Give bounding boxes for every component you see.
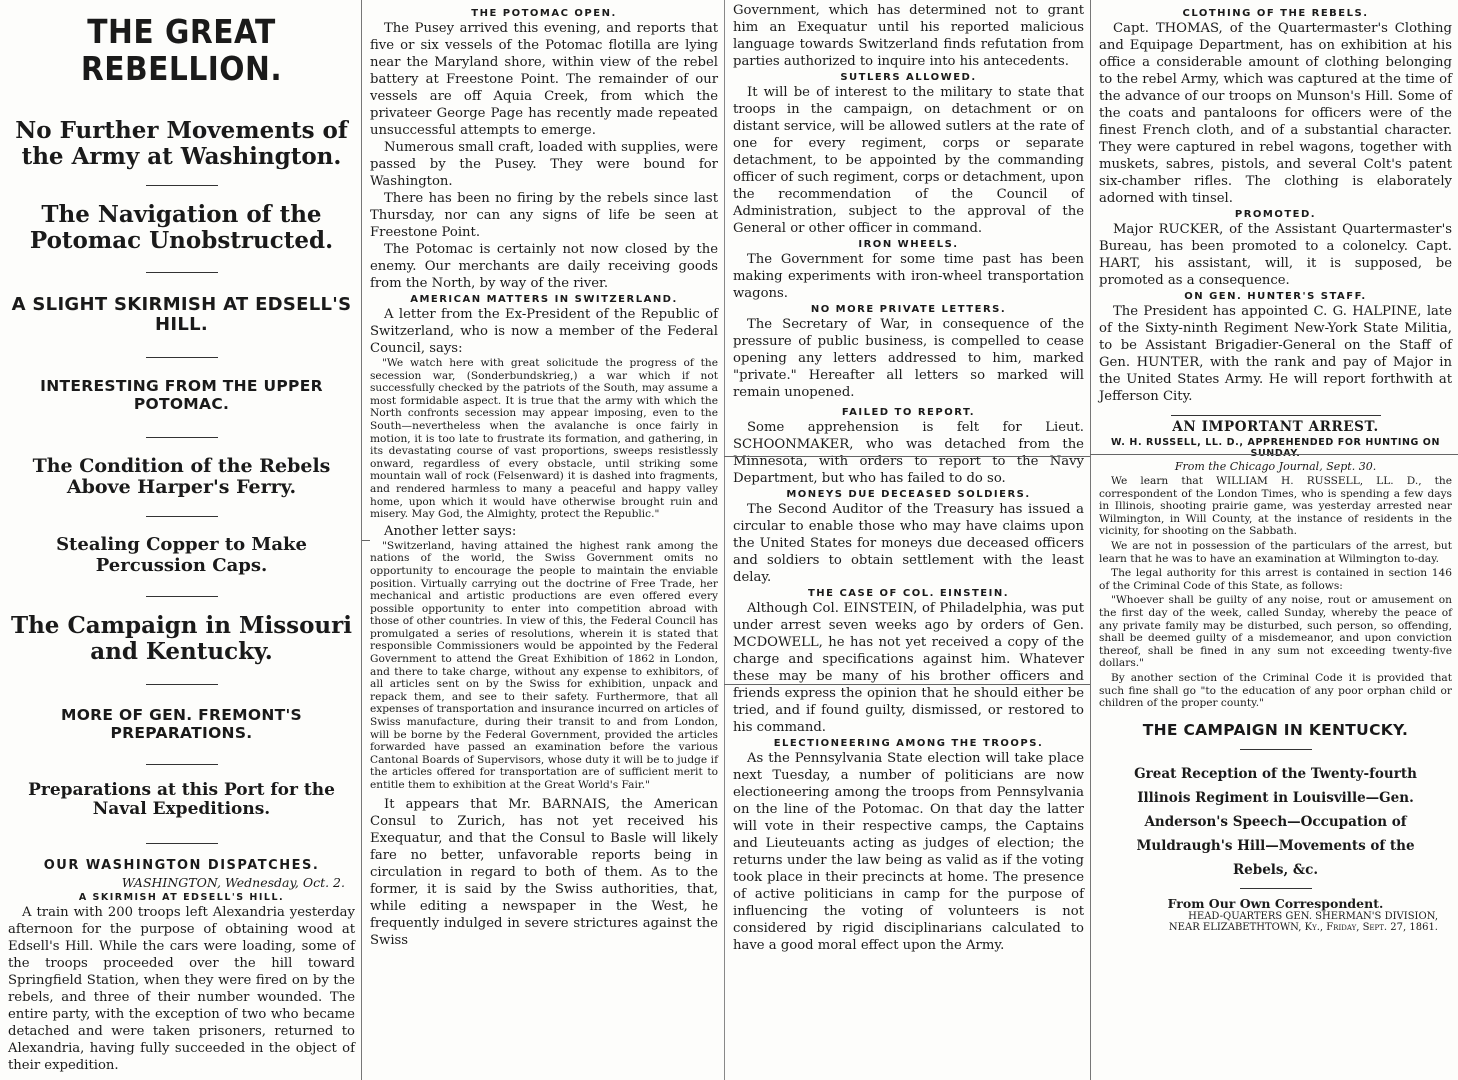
column-1 [0,0,362,1080]
rule [146,843,218,844]
rule [1240,749,1312,750]
quoted-letter: "Switzerland, having attained the highest rank among the nations of the world, the Swiss Government omits no opportunity to encourage the people to maintain the enviable position. Virtually carrying out the doctrine of Free Trade, her mechanical and artistic productions are even offered every possible opportunity to enter into competition abroad with those of other countries. In view of this, the Federal Council has promulgated a series of resolutions, wherein it is stated that responsible Commissioners would be appointed by the Federal Government to attend the Great Exhibition of 1862 in London, and there to take charge, without any expense to exhibitors, of all articles sent on by the Swiss for exhibition, unpack and repack them, and see to their safety. Furthermore, that all expenses of transportation and insurance incurred on articles of Swiss manufacture, during their transit to and from London, will be borne by the Federal Government, provided the articles forwarded have passed an examination before the various Cantonal Boards of Supervisors, whose duty it will be to judge if the articles offered for transportation are of sufficient merit to entitle them to exhibition at the Great World's Fair." [370,539,718,791]
dateline-place: NEAR ELIZABETHTOWN, Ky., Friday, Sept. 27, 1861. [1168,922,1438,934]
paragraph: We learn that WILLIAM H. RUSSELL, LL. D., the correspondent of the London Times, who is spending a few days in Illinois, shooting prairie game, was yesterday arrested near Wilmington, in Will County, at the instance of residents in the vicinity, for shooting on the Sabbath. [1099,475,1452,538]
paragraph: The Secretary of War, in consequence of the pressure of public business, is compelled to cease opening any letters addressed to him, marked "private." Hereafter all letters so marked will remain unopened. [733,317,1084,400]
headline-reception: Great Reception of the Twenty-fourth Illinois Regiment in Louisville—Gen. Anderson's Speech—Occupation of Muldraugh's Hill—Movements of the Rebels, &c. [1134,766,1417,879]
heading-einstein: THE CASE OF COL. EINSTEIN. [807,588,1010,599]
rule [146,437,218,438]
paragraph: As the Pennsylvania State election will take place next Tuesday, a number of politicians are now electioneering among the troops from Pennsylvania on the line of the Potomac. On that day the latter will vote in their respective camps, the Captains and Lieuteuants acting as judges of election; the returns under the law being as valid as if the voting took place in their precincts at home. The presence of active politicians in camp for the purpose of influencing the voting of volunteers is not considered by rigid disciplinarians calculated to have a good moral effect upon the Army. [733,751,1084,953]
quoted-law: "Whoever shall be guilty of any noise, rout or amusement on the first day of the week, called Sunday, whereby the peace of any private family may be disturbed, such person, so offending, shall be deemed guilty of a misdemeanor, and upon conviction thereof, shall be fined in any sum not exceeding twenty-five dollars." [1099,594,1452,670]
paragraph: A letter from the Ex-President of the Republic of Switzerland, who is now a member of the Federal Council, says: [370,307,718,356]
headline-rebels: The Condition of the Rebels Above Harper's Ferry. [32,454,331,499]
heading-private-letters: NO MORE PRIVATE LETTERS. [810,304,1007,315]
heading-potomac-open: THE POTOMAC OPEN. [471,8,617,19]
section-heading: OUR WASHINGTON DISPATCHES. [43,858,320,874]
clipping-edge [724,684,1090,685]
headline-potomac: The Navigation of the Potomac Unobstructed. [29,201,334,255]
paragraph: We are not in possession of the particulars of the arrest, but learn that he was to have an examination at Wilmington to-day. [1099,540,1452,565]
paragraph: Some apprehension is felt for Lieut. SCHOONMAKER, who was detached from the Minnesota, with orders to report to the Navy Department, but who has failed to do so. [733,420,1084,486]
rule [146,272,218,273]
paragraph: Although Col. EINSTEIN, of Philadelphia, was put under arrest seven weeks ago by orders of Gen. MCDOWELL, he has not yet received a copy of the charge and specifications against him. Whatever these may be many of his brother officers and friends express the opinion that he should either be tried, and if found guilty, dismissed, or restored to his command. [733,601,1084,735]
clipping-edge [1090,454,1458,455]
headline-copper: Stealing Copper to Make Percussion Caps. [56,534,307,576]
paragraph: Major RUCKER, of the Assistant Quartermaster's Bureau, has been promoted to a colonelcy. Capt. HART, his assistant, will, it is supposed, be promoted as a consequence. [1099,222,1452,288]
rule [146,684,218,685]
heading-iron-wheels: IRON WHEELS. [858,239,959,250]
headline-skirmish: A SLIGHT SKIRMISH AT EDSELL'S HILL. [11,293,352,336]
paragraph: The Government for some time past has been making experiments with iron-wheel transportation wagons. [733,252,1084,301]
quoted-letter: "We watch here with great solicitude the progress of the secession war, (Sonderbundskrieg,) a war which if not successfully checked by the patriots of the South, may assume a most formidable aspect. It is true that the army with which the North confronts secession may appear imposing, even to the South—nevertheless when the avalanche is once fairly in motion, it is too late to frustrate its formation, and gathering, in its devastating course of vast proportions, sweeps resistlessly onward, regardless of every obstacle, until striking some mountain wall of rock (Felsenward) it is dashed into fragments, and rendered harmless to many a peaceful and happy valley home, upon which it would have otherwise brought ruin and misery. May God, the Almighty, protect the Republic." [370,357,718,521]
rule [146,764,218,765]
paragraph: By another section of the Criminal Code it is provided that such fine shall go "to the education of any poor orphan child or children of the proper county." [1099,672,1452,710]
masthead-title: THE GREAT REBELLION. [80,12,283,88]
rule [146,596,218,597]
paragraph: It appears that Mr. BARNAIS, the American Consul to Zurich, has not yet received his Exequatur, and that the Consul to Basle will likely fare no better, unfavorable reports being in circulation in regard to both of them. As to the former, it is said by the Swiss authorities, that, while editing a newspaper in the West, he frequently indulged in severe strictures against the Swiss [370,796,718,948]
correspondent-line: From Our Own Correspondent. [1167,896,1384,912]
column-3 [724,0,1090,1080]
rule [1171,415,1381,416]
headline-naval: Preparations at this Port for the Naval Expeditions. [28,780,335,820]
headline-army: No Further Movements of the Army at Washington. [15,116,348,170]
heading-moneys: MONEYS DUE DECEASED SOLDIERS. [786,489,1031,500]
paragraph: The Potomac is certainly not now closed by the enemy. Our merchants are daily receiving goods from the North, by way of the river. [370,242,718,291]
rule [146,357,218,358]
paragraph: Capt. THOMAS, of the Quartermaster's Clothing and Equipage Department, has on exhibition at his office a considerable amount of clothing belonging to the rebel Army, which was captured at the time of the advance of our troops on Munson's Hill. Some of the coats and pantaloons for officers were of the finest French cloth, and of a substantial character. They were captured in rebel wagons, together with muskets, sabres, pistols, and several Colt's patent six-chamber rifles. The clothing is elaborately adorned with tinsel. [1099,21,1452,206]
headline-campaign: The Campaign in Missouri and Kentucky. [10,611,353,665]
headline-campaign-kentucky: THE CAMPAIGN IN KENTUCKY. [1142,720,1409,739]
paragraph: The Pusey arrived this evening, and reports that five or six vessels of the Potomac flotilla are lying near the Maryland shore, within view of the rebel battery at Freestone Point. The remainder of our vessels are off Aquia Creek, from which the privateer George Page has recently made repeated unsuccessful attempts to emerge. [370,21,718,138]
paragraph: There has been no firing by the rebels since last Thursday, nor can any signs of life be seen at Freestone Point. [370,191,718,240]
subheading-russell: W. H. RUSSELL, LL. D., APPREHENDED FOR HUNTING ON SUNDAY. [1110,437,1441,460]
heading-switzerland: AMERICAN MATTERS IN SWITZERLAND. [410,294,678,305]
source-line: From the Chicago Journal, Sept. 30. [1174,460,1377,474]
clipping-edge [724,456,1090,457]
paragraph: Numerous small craft, loaded with supplies, were passed by the Pusey. They were bound for Washington. [370,140,718,189]
dateline-hq: HEAD-QUARTERS GEN. SHERMAN'S DIVISION, [1188,911,1438,923]
heading-important-arrest: AN IMPORTANT ARREST. [1172,419,1379,435]
heading-electioneering: ELECTIONEERING AMONG THE TROOPS. [773,738,1044,749]
heading-clothing: CLOTHING OF THE REBELS. [1182,8,1369,19]
clipping-edge [362,540,370,541]
column-2 [362,0,724,1080]
headline-fremont: MORE OF GEN. FREMONT'S PREPARATIONS. [60,706,302,742]
heading-failed-report: FAILED TO REPORT. [841,407,976,418]
rule [1240,888,1312,889]
paragraph: The President has appointed C. G. HALPINE, late of the Sixty-ninth Regiment New-York State Militia, to be Assistant Brigadier-General on the Staff of Gen. HUNTER, with the rank and pay of Major in the United States Army. He will report forthwith at Jefferson City. [1099,304,1452,404]
headline-upper-potomac: INTERESTING FROM THE UPPER POTOMAC. [40,377,323,413]
heading-promoted: PROMOTED. [1234,209,1317,220]
paragraph: It will be of interest to the military to state that troops in the campaign, on detachment or on distant service, will be allowed sutlers at the rate of one for every regiment, corps or separate detachment, to be appointed by the commanding officer of such regiment, corps or detachment, upon the recommendation of the Council of Administration, subject to the approval of the General or other officer in command. [733,85,1084,236]
subheading-skirmish: A SKIRMISH AT EDSELL'S HILL. [78,892,285,904]
rule [146,516,218,517]
heading-sutlers: SUTLERS ALLOWED. [840,72,977,83]
heading-hunter-staff: ON GEN. HUNTER'S STAFF. [1184,291,1367,302]
paragraph: The legal authority for this arrest is contained in section 146 of the Criminal Code of this State, as follows: [1099,567,1452,592]
paragraph: Another letter says: [384,523,517,539]
article-body: A train with 200 troops left Alexandria yesterday afternoon for the purpose of obtaining wood at Edsell's Hill. While the cars were loading, some of the troops proceeded over the hill toward Springfield Station, when they were fired on by the rebels, and three of their number wounded. The entire party, with the exception of two who became detached and were taken prisoners, returned to Alexandria, having fully succeeded in the object of their expedition. [8,905,355,1074]
column-4 [1090,0,1458,1080]
rule [146,185,218,186]
dateline: WASHINGTON, Wednesday, Oct. 2. [121,875,345,891]
paragraph: Government, which has determined not to grant him an Exequatur until his reported malicious language towards Switzerland finds refutation from parties authorized to inquire into his antecedents. [733,3,1084,69]
paragraph: The Second Auditor of the Treasury has issued a circular to enable those who may have claims upon the United States for moneys due deceased officers and soldiers to obtain settlement with the least delay. [733,502,1084,585]
